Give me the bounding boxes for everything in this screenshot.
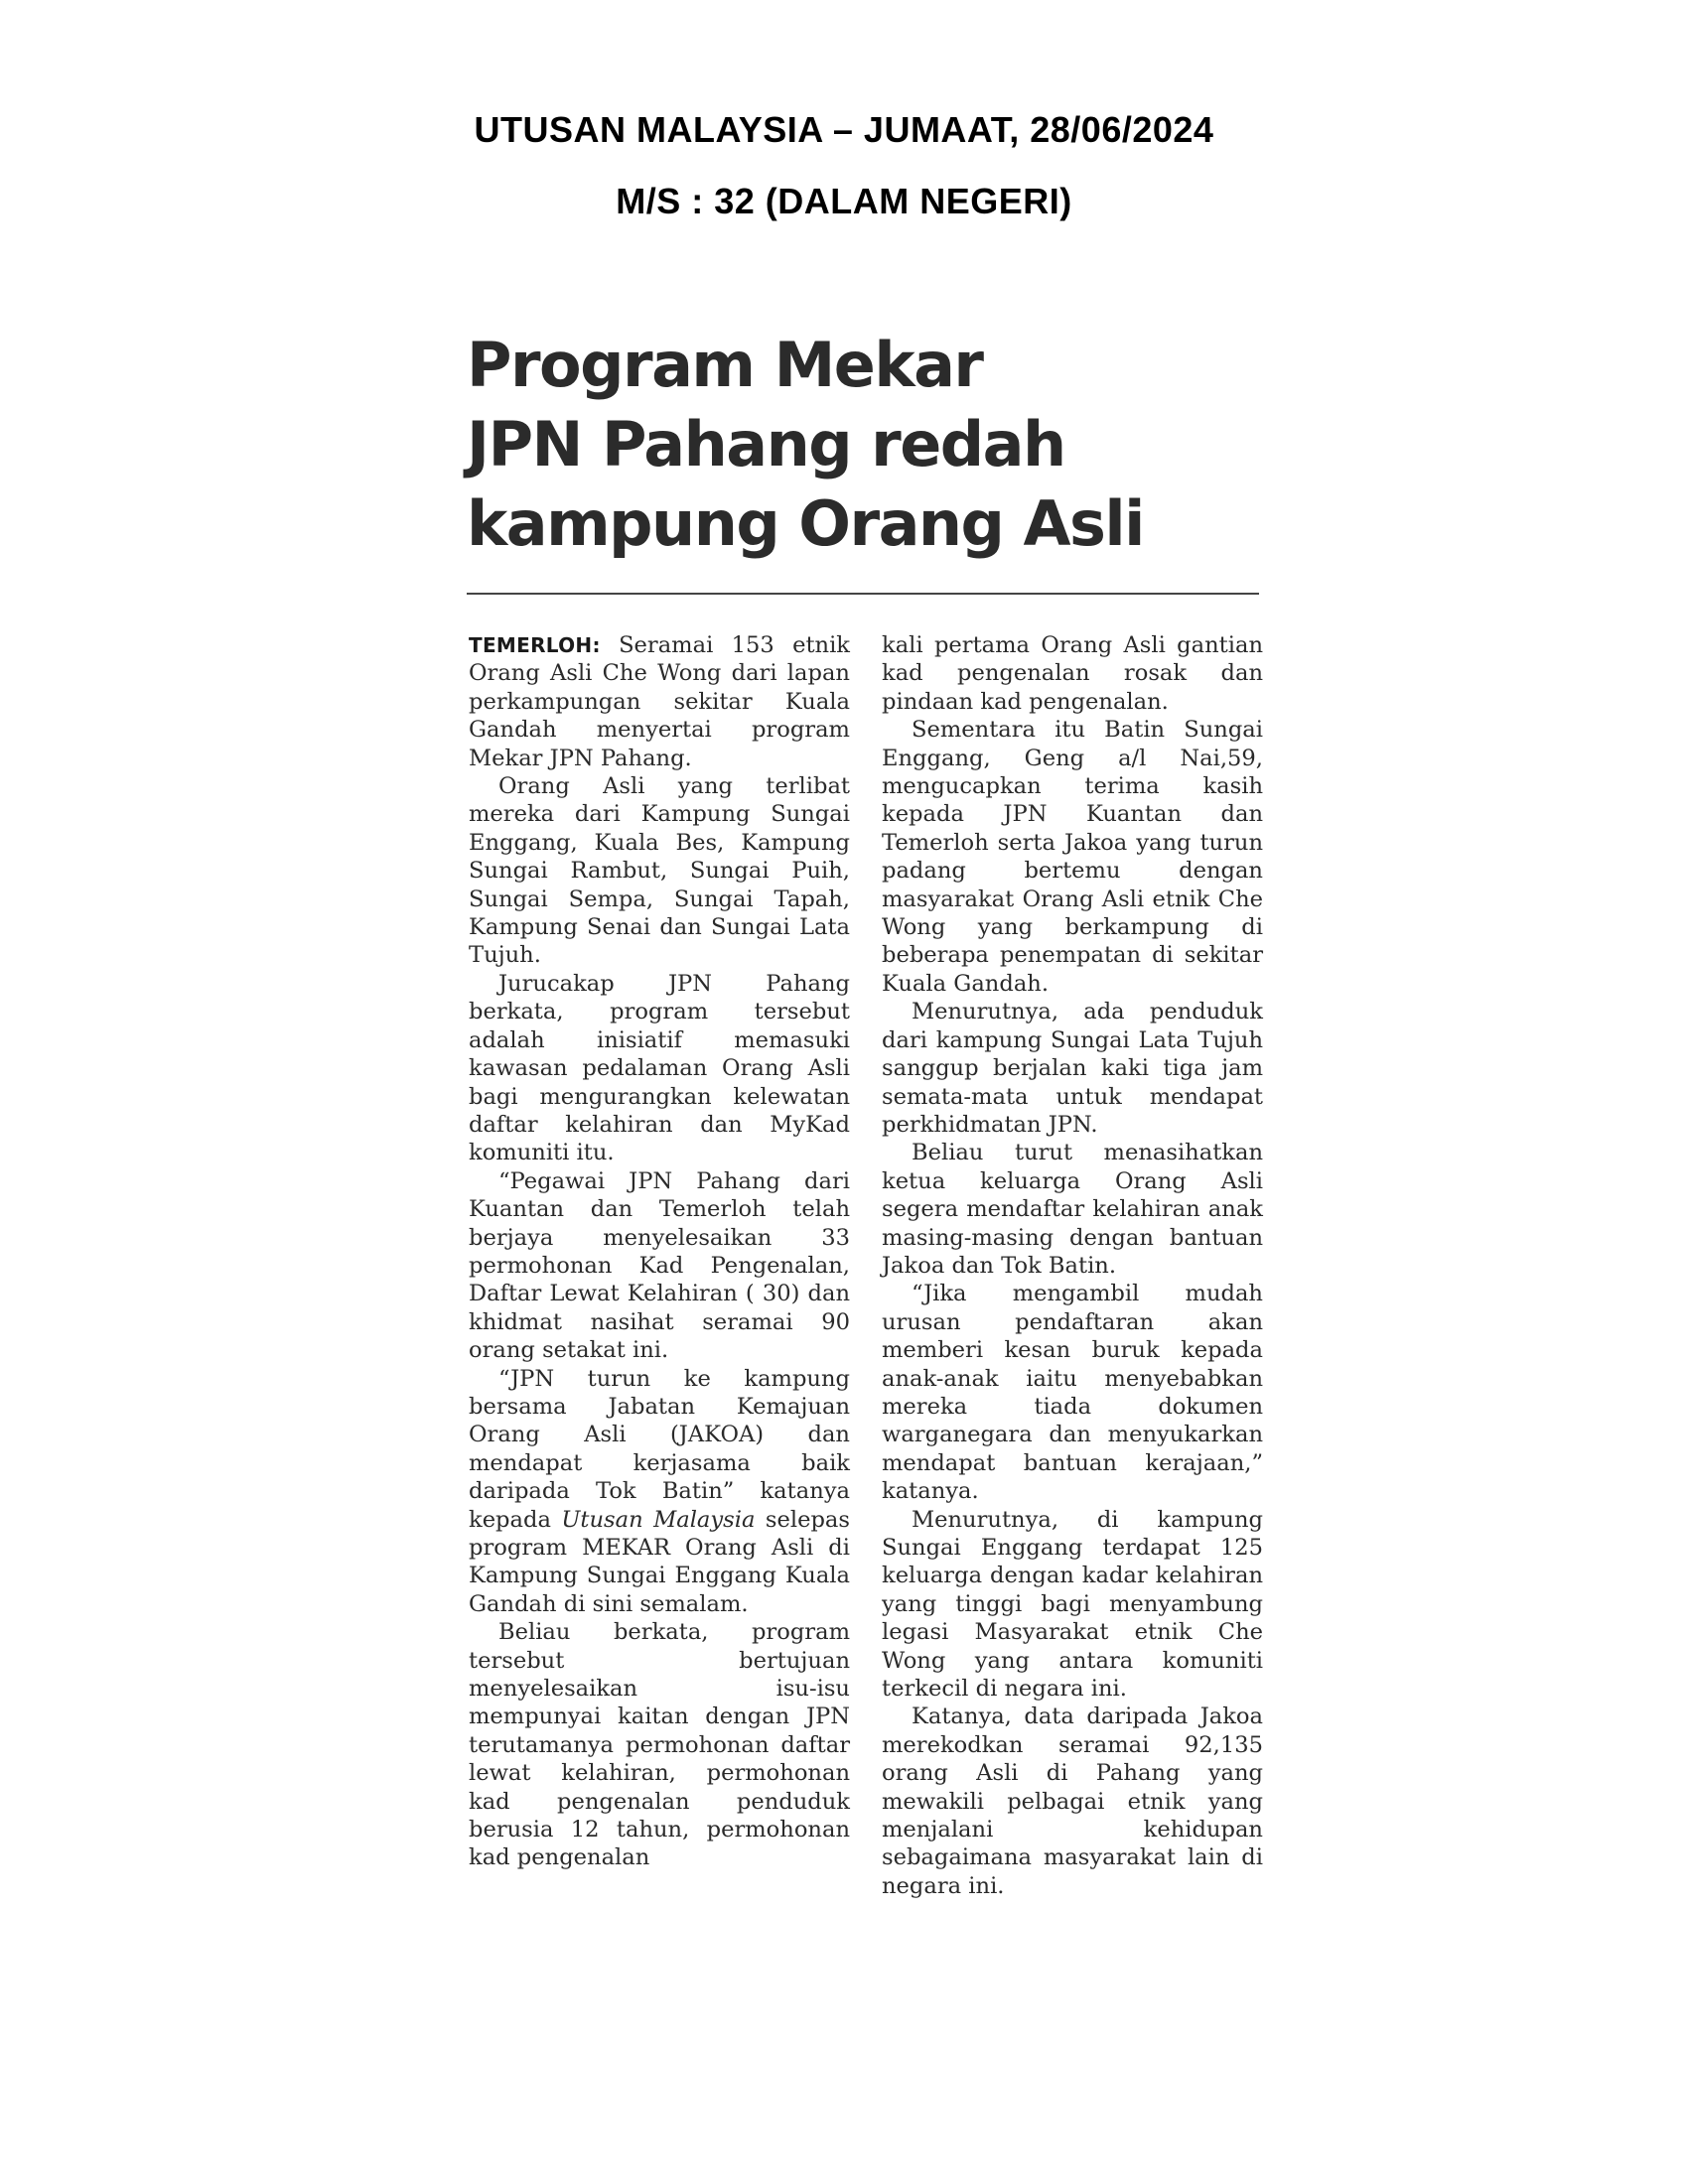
article-headline	[467, 326, 1261, 564]
paragraph: Beliau berkata, program tersebut bertujuan menyelesaikan isu-isu mempunyai kaitan dengan JPN terutamanya permohonan daftar lewat kelahiran, permohonan kad pengenalan penduduk berusia 12 tahun, permohonan kad pengenalan	[469, 1619, 850, 1871]
headline-line-2: JPN Pahang redah	[467, 408, 1065, 480]
paragraph-text: “JPN turun ke kampung bersama Jabatan Kemajuan Orang Asli (JAKOA) dan mendapat kerjasama baik daripada Tok Batin” katanya kepada	[469, 1365, 850, 1533]
article-column-2	[882, 631, 1263, 1900]
paragraph	[469, 631, 850, 772]
paragraph: “Pegawai JPN Pahang dari Kuantan dan Temerloh telah berjaya menyelesaikan 33 permohonan Kad Pengenalan, Daftar Lewat Kelahiran ( 30) dan khidmat nasihat seramai 90 orang setakat ini.	[469, 1167, 850, 1364]
paragraph	[469, 1365, 850, 1619]
article-column-1	[469, 631, 850, 1872]
paragraph: kali pertama Orang Asli gantian kad pengenalan rosak dan pindaan kad pengenalan.	[882, 632, 1263, 715]
paragraph-text: selepas program MEKAR Orang Asli di Kampung Sungai Enggang Kuala Gandah di sini semalam.	[469, 1506, 850, 1617]
publication-header: UTUSAN MALAYSIA – JUMAAT, 28/06/2024	[474, 109, 1214, 150]
publication-name: Utusan Malaysia	[561, 1506, 756, 1533]
paragraph-text: Seramai 153 etnik Orang Asli Che Wong dari lapan perkampungan sekitar Kuala Gandah menyertai program Mekar JPN Pahang.	[469, 632, 850, 771]
headline-line-3: kampung Orang Asli	[467, 487, 1144, 560]
paragraph: “Jika mengambil mudah urusan pendaftaran akan memberi kesan buruk kepada anak-anak iaitu menyebabkan mereka tiada dokumen warganegara dan menyukarkan mendapat bantuan kerajaan,” katanya.	[882, 1281, 1263, 1505]
paragraph: Sementara itu Batin Sungai Enggang, Geng a/l Nai,59, mengucapkan terima kasih kepada JPN Kuantan dan Temerloh serta Jakoa yang turun padang bertemu dengan masyarakat Orang Asli etnik Che Wong yang berkampung di beberapa penempatan di sekitar Kuala Gandah.	[882, 717, 1263, 997]
paragraph: Beliau turut menasihatkan ketua keluarga Orang Asli segera mendaftar kelahiran anak masing-masing dengan bantuan Jakoa dan Tok Batin.	[882, 1140, 1263, 1279]
headline-divider	[467, 593, 1259, 595]
paragraph: Jurucakap JPN Pahang berkata, program tersebut adalah inisiatif memasuki kawasan pedalaman Orang Asli bagi mengurangkan kelewatan daftar kelahiran dan MyKad komuniti itu.	[469, 970, 850, 1166]
paragraph: Katanya, data daripada Jakoa merekodkan seramai 92,135 orang Asli di Pahang yang mewakili pelbagai etnik yang menjalani kehidupan sebagaimana masyarakat lain di negara ini.	[882, 1704, 1263, 1899]
headline-line-1: Program Mekar	[467, 329, 983, 401]
paragraph: Orang Asli yang terlibat mereka dari Kampung Sungai Enggang, Kuala Bes, Kampung Sungai Rambut, Sungai Puih, Sungai Sempa, Sungai Tapah, Kampung Senai dan Sungai Lata Tujuh.	[469, 773, 850, 969]
page-section-label: M/S : 32 (DALAM NEGERI)	[616, 181, 1072, 221]
dateline: TEMERLOH:	[469, 633, 601, 657]
paragraph: Menurutnya, di kampung Sungai Enggang terdapat 125 keluarga dengan kadar kelahiran yang tinggi bagi menyambung legasi Masyarakat etnik Che Wong yang antara komuniti terkecil di negara ini.	[882, 1506, 1263, 1703]
paragraph: Menurutnya, ada penduduk dari kampung Sungai Lata Tujuh sanggup berjalan kaki tiga jam semata-mata untuk mendapat perkhidmatan JPN.	[882, 999, 1263, 1138]
